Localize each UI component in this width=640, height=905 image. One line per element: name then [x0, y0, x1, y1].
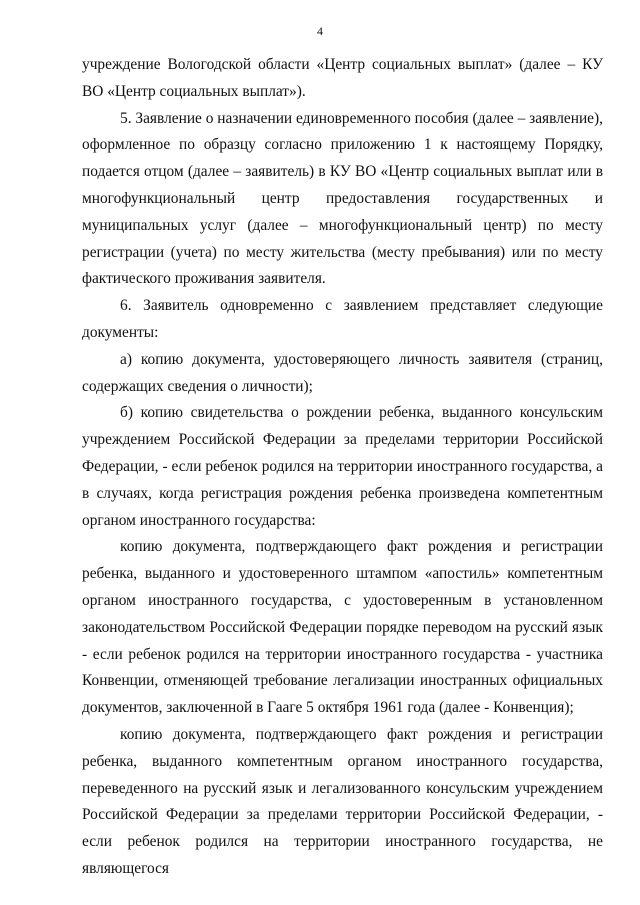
paragraph-legalized-copy: копию документа, подтверждающего факт рождения и регистрации ребенка, выданного компетентным органом иностранного государства, переведенного на русский язык и легализованного консульским учреждением Российской Федерации за пределами территории Российской Федерации, - если ребенок родился на территории иностранного государства, не являющегося	[82, 725, 603, 877]
paragraph-institution-continuation: учреждение Вологодской области «Центр социальных выплат» (далее – КУ ВО «Центр социальных выплат»).	[82, 56, 603, 100]
paragraph-subitem-a: а) копию документа, удостоверяющего личность заявителя (страниц, содержащих сведения о личности);	[82, 350, 603, 395]
paragraph-apostille-copy: копию документа, подтверждающего факт рождения и регистрации ребенка, выданного и удостоверенного штампом «апостиль» компетентным органом иностранного государства, с удостоверенным в установленном законодательством Российской Федерации порядке переводом на русский язык - если ребенок родился на территории иностранного государства - участника Конвенции, отменяющей требование легализации иностранных официальных документов, заключенной в Гааге 5 октября 1961 года (далее - Конвенция);	[82, 538, 603, 717]
document-body	[82, 52, 603, 883]
page-number: 4	[317, 24, 323, 38]
paragraph-subitem-b: б) копию свидетельства о рождении ребенка, выданного консульским учреждением Российской Федерации за пределами территории Российской Федерации, - если ребенок родился на территории иностранного государства, а в случаях, когда регистрация рождения ребенка произведена компетентным органом иностранного государства:	[82, 404, 603, 529]
paragraph-item-5: 5. Заявление о назначении единовременного пособия (далее – заявление), оформленное по образцу согласно приложению 1 к настоящему Порядку, подается отцом (далее – заявитель) в КУ ВО «Центр социальных выплат или в многофункциональный центр предоставления государственных и муниципальных услуг (далее – многофункциональный центр) по месту регистрации (учета) по месту жительства (месту пребывания) или по месту фактического проживания заявителя.	[82, 109, 603, 288]
paragraph-item-6: 6. Заявитель одновременно с заявлением представляет следующие документы:	[82, 297, 603, 341]
